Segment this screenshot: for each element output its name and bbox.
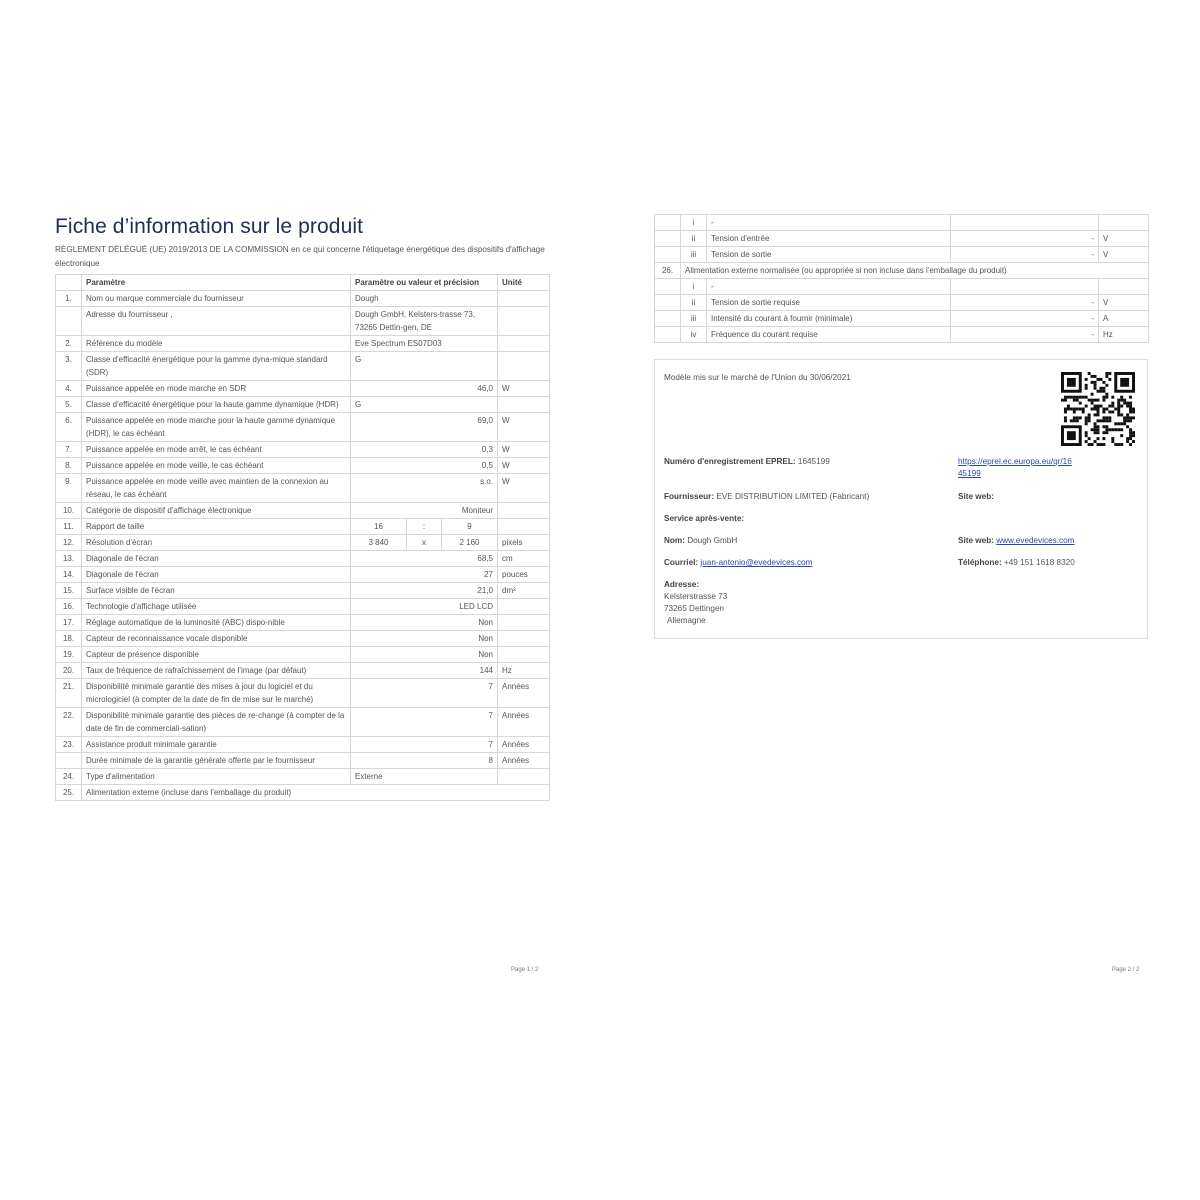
table-row: [655, 231, 1149, 247]
table-row: [56, 599, 550, 615]
row-parameter: Rapport de taille: [82, 519, 351, 535]
row-value: Non: [351, 631, 498, 647]
row-unit: W: [498, 413, 550, 442]
row-number: 7.: [56, 442, 82, 458]
row-number: 20.: [56, 663, 82, 679]
row-parameter: Alimentation externe normalisée (ou appropriée si non incluse dans l'emballage du produit): [681, 263, 1149, 279]
row-value: 68,5: [351, 551, 498, 567]
table-row: [56, 336, 550, 352]
address-line-1: Kelsterstrasse 73: [664, 592, 728, 601]
row-parameter: Tension de sortie: [707, 247, 951, 263]
row-index: ii: [681, 231, 707, 247]
row-value: 7: [351, 679, 498, 708]
row-parameter: Tension d'entrée: [707, 231, 951, 247]
page-1-footer: Page 1 / 2: [511, 967, 539, 973]
row-parameter: Intensité du courant à fournir (minimale): [707, 311, 951, 327]
table-header-row: [56, 275, 550, 291]
row-index: i: [681, 279, 707, 295]
row-parameter: Puissance appelée en mode veille, le cas échéant: [82, 458, 351, 474]
row-parameter: Résolution d'écran: [82, 535, 351, 551]
row-parameter: Puissance appelée en mode arrêt, le cas échéant: [82, 442, 351, 458]
row-unit: pixels: [498, 535, 550, 551]
row-parameter: Assistance produit minimale garantie: [82, 737, 351, 753]
row-unit: cm: [498, 551, 550, 567]
row-parameter: Classe d'efficacité énergétique pour la gamme dyna-mique standard (SDR): [82, 352, 351, 381]
row-unit: Années: [498, 737, 550, 753]
row-unit: W: [498, 458, 550, 474]
row-number: [655, 311, 681, 327]
table-row: [655, 247, 1149, 263]
row-number: 10.: [56, 503, 82, 519]
website-label-2: Site web:: [958, 536, 994, 545]
row-number: 18.: [56, 631, 82, 647]
row-value: 27: [351, 567, 498, 583]
email-row: [664, 557, 813, 569]
row-value: [951, 215, 1099, 231]
row-unit: W: [498, 474, 550, 503]
row-unit: A: [1099, 311, 1149, 327]
row-number: 17.: [56, 615, 82, 631]
value-part: 3 840: [351, 535, 407, 550]
service-label: [664, 513, 744, 525]
row-index: iv: [681, 327, 707, 343]
table-row: [56, 442, 550, 458]
row-number: 16.: [56, 599, 82, 615]
row-parameter: Nom ou marque commerciale du fournisseur: [82, 291, 351, 307]
table-row: [655, 279, 1149, 295]
table-row: [56, 753, 550, 769]
table-row: [56, 307, 550, 336]
row-parameter: Puissance appelée en mode marche pour la haute gamme dynamique (HDR), le cas échéant: [82, 413, 351, 442]
address-line-2: 73265 Dettingen: [664, 604, 725, 613]
table-row: [655, 327, 1149, 343]
row-number: 4.: [56, 381, 82, 397]
website-row-2: [958, 535, 1075, 547]
row-number: 22.: [56, 708, 82, 737]
row-value: Externe: [351, 769, 498, 785]
eprel-link-line-2[interactable]: 45199: [958, 469, 981, 478]
row-value: 69,0: [351, 413, 498, 442]
row-value: 0,5: [351, 458, 498, 474]
table-row: [56, 708, 550, 737]
row-parameter: Adresse du fournisseur ,: [82, 307, 351, 336]
row-value: 21,0: [351, 583, 498, 599]
row-value: Eve Spectrum ES07D03: [351, 336, 498, 352]
row-number: 5.: [56, 397, 82, 413]
value-part: 16: [351, 519, 407, 534]
row-parameter: Diagonale de l'écran: [82, 551, 351, 567]
row-parameter: Capteur de reconnaissance vocale disponible: [82, 631, 351, 647]
row-number: 19.: [56, 647, 82, 663]
row-unit: V: [1099, 247, 1149, 263]
name-label: Nom:: [664, 536, 685, 545]
row-number: 24.: [56, 769, 82, 785]
row-value: -: [951, 231, 1099, 247]
row-value: 7: [351, 708, 498, 737]
row-value: [351, 519, 498, 535]
row-unit: V: [1099, 231, 1149, 247]
row-unit: [498, 397, 550, 413]
row-value: -: [951, 327, 1099, 343]
row-value: 7: [351, 737, 498, 753]
row-parameter: Disponibilité minimale garantie des mises à jour du logiciel et du micrologiciel (à compter de la date de fin de mise sur le marché): [82, 679, 351, 708]
row-unit: Années: [498, 708, 550, 737]
power-supply-table: [654, 214, 1149, 343]
row-value: 0,3: [351, 442, 498, 458]
row-number: [655, 295, 681, 311]
row-number: 6.: [56, 413, 82, 442]
value-part: 9: [467, 522, 472, 531]
row-value: Moniteur: [351, 503, 498, 519]
phone-label: Téléphone:: [958, 558, 1002, 567]
table-row: [56, 737, 550, 753]
row-value: Dough GmbH, Kelsters-trasse 73, 73265 Dettin-gen, DE: [351, 307, 498, 336]
row-parameter: Type d'alimentation: [82, 769, 351, 785]
row-unit: [498, 615, 550, 631]
row-index: iii: [681, 311, 707, 327]
row-unit: Années: [498, 679, 550, 708]
row-number: 9.: [56, 474, 82, 503]
value-part: 2 160: [459, 538, 480, 547]
row-number: 14.: [56, 567, 82, 583]
eprel-link-line-1[interactable]: https://eprel.ec.europa.eu/qr/16: [958, 457, 1072, 466]
row-parameter: Catégorie de dispositif d'affichage électronique: [82, 503, 351, 519]
row-parameter: Durée minimale de la garantie générale offerte par le fournisseur: [82, 753, 351, 769]
address-line-3: Allemagne: [667, 616, 706, 625]
eprel-label: Numéro d'enregistrement EPREL:: [664, 457, 796, 466]
row-unit: W: [498, 381, 550, 397]
name-row: [664, 535, 737, 547]
header-number: [56, 275, 82, 291]
market-date: Modèle mis sur le marché de l'Union du 30/06/2021: [664, 373, 851, 382]
row-parameter: -: [707, 215, 951, 231]
row-number: [655, 247, 681, 263]
row-index: ii: [681, 295, 707, 311]
row-parameter: Alimentation externe (incluse dans l'emballage du produit): [82, 785, 550, 801]
table-row: [56, 352, 550, 381]
row-number: 13.: [56, 551, 82, 567]
address-block: [664, 579, 727, 627]
table-row: [56, 397, 550, 413]
phone-row: [958, 557, 1075, 569]
row-unit: [1099, 215, 1149, 231]
table-row: [56, 647, 550, 663]
table-row: [56, 535, 550, 551]
row-number: [56, 307, 82, 336]
website-link[interactable]: www.evedevices.com: [996, 536, 1075, 545]
service-label-text: Service après-vente:: [664, 514, 745, 523]
row-unit: [498, 336, 550, 352]
row-value: G: [351, 397, 498, 413]
page-2-footer: Page 2 / 2: [1112, 967, 1140, 973]
address-label: Adresse:: [664, 580, 700, 589]
row-unit: Années: [498, 753, 550, 769]
row-parameter: Diagonale de l'écran: [82, 567, 351, 583]
table-row: [56, 551, 550, 567]
row-value: 8: [351, 753, 498, 769]
supplier-label: Fournisseur:: [664, 492, 715, 501]
row-number: 8.: [56, 458, 82, 474]
row-unit: [498, 631, 550, 647]
row-value: [351, 535, 498, 551]
table-row: [56, 567, 550, 583]
row-value: 46,0: [351, 381, 498, 397]
table-row: [56, 381, 550, 397]
row-parameter: Réglage automatique de la luminosité (ABC) dispo-nible: [82, 615, 351, 631]
row-number: [655, 327, 681, 343]
eprel-value: 1645199: [797, 457, 830, 466]
email-link[interactable]: juan-antonio@evedevices.com: [700, 558, 813, 567]
row-unit: pouces: [498, 567, 550, 583]
table-row: [56, 474, 550, 503]
row-parameter: -: [707, 279, 951, 295]
row-value: G: [351, 352, 498, 381]
row-parameter: Tension de sortie requise: [707, 295, 951, 311]
row-value: Dough: [351, 291, 498, 307]
row-parameter: Puissance appelée en mode veille avec maintien de la connexion au réseau, le cas échéant: [82, 474, 351, 503]
table-row: [655, 263, 1149, 279]
email-label: Courriel:: [664, 558, 699, 567]
row-parameter: Disponibilité minimale garantie des pièces de re-change (à compter de la date de fin de commerciali-sation): [82, 708, 351, 737]
row-number: 3.: [56, 352, 82, 381]
table-row: [56, 663, 550, 679]
row-number: 12.: [56, 535, 82, 551]
row-value: [951, 279, 1099, 295]
row-unit: Hz: [1099, 327, 1149, 343]
row-number: 2.: [56, 336, 82, 352]
website-row-1: [958, 491, 994, 503]
row-parameter: Référence du modèle: [82, 336, 351, 352]
row-number: [655, 231, 681, 247]
table-row: [655, 215, 1149, 231]
product-info-page-1: [55, 212, 549, 801]
row-number: 15.: [56, 583, 82, 599]
row-unit: [1099, 279, 1149, 295]
table-row: [56, 631, 550, 647]
header-value: Paramètre ou valeur et précision: [351, 275, 498, 291]
row-unit: [498, 599, 550, 615]
table-row: [56, 503, 550, 519]
row-number: 11.: [56, 519, 82, 535]
parameters-table: [55, 274, 550, 801]
row-parameter: Fréquence du courant requise: [707, 327, 951, 343]
row-value: -: [951, 247, 1099, 263]
table-row: [56, 769, 550, 785]
eprel-row: [664, 456, 830, 468]
row-unit: dm²: [498, 583, 550, 599]
row-number: [56, 753, 82, 769]
row-number: 1.: [56, 291, 82, 307]
table-row: [56, 413, 550, 442]
row-value: -: [951, 295, 1099, 311]
row-number: [655, 279, 681, 295]
row-value: LED LCD: [351, 599, 498, 615]
row-parameter: Puissance appelée en mode marche en SDR: [82, 381, 351, 397]
row-parameter: Capteur de présence disponible: [82, 647, 351, 663]
name-value: Dough GmbH: [687, 536, 738, 545]
website-label-1: Site web:: [958, 492, 994, 501]
table-row: [56, 583, 550, 599]
header-parameter: Paramètre: [82, 275, 351, 291]
row-parameter: Taux de fréquence de rafraîchissement de l'image (par défaut): [82, 663, 351, 679]
row-value: Non: [351, 647, 498, 663]
supplier-row: [664, 491, 869, 503]
row-value: -: [951, 311, 1099, 327]
row-number: 26.: [655, 263, 681, 279]
row-number: 21.: [56, 679, 82, 708]
header-unit: Unité: [498, 275, 550, 291]
table-row: [56, 519, 550, 535]
eprel-link[interactable]: [958, 456, 1072, 480]
value-part: x: [407, 535, 442, 550]
row-index: i: [681, 215, 707, 231]
table-row: [56, 615, 550, 631]
row-value: 144: [351, 663, 498, 679]
row-unit: [498, 352, 550, 381]
table-row: [56, 291, 550, 307]
row-parameter: Technologie d'affichage utilisée: [82, 599, 351, 615]
value-part: :: [407, 519, 442, 534]
table-row: [56, 785, 550, 801]
row-number: 25.: [56, 785, 82, 801]
table-row: [56, 679, 550, 708]
row-number: [655, 215, 681, 231]
table-row: [56, 458, 550, 474]
row-unit: W: [498, 442, 550, 458]
row-unit: [498, 769, 550, 785]
supplier-value: EVE DISTRIBUTION LIMITED (Fabricant): [716, 492, 870, 501]
row-unit: [498, 503, 550, 519]
product-info-page-2-table: [654, 214, 1148, 343]
row-unit: [498, 519, 550, 535]
table-row: [655, 295, 1149, 311]
qr-code-icon[interactable]: [1061, 372, 1135, 446]
page-title: Fiche d’information sur le produit: [55, 215, 364, 238]
row-unit: [498, 647, 550, 663]
row-parameter: Classe d'efficacité énergétique pour la haute gamme dynamique (HDR): [82, 397, 351, 413]
phone-value: +49 151 1618 8320: [1003, 558, 1075, 567]
row-index: iii: [681, 247, 707, 263]
row-unit: [498, 307, 550, 336]
table-row: [655, 311, 1149, 327]
row-number: 23.: [56, 737, 82, 753]
row-parameter: Surface visible de l'écran: [82, 583, 351, 599]
row-unit: V: [1099, 295, 1149, 311]
regulation-text: RÈGLEMENT DÉLÉGUÉ (UE) 2019/2013 DE LA COMMISSION en ce qui concerne l'étiquetage énergétique des dispositifs d'affichage électronique: [55, 245, 545, 268]
row-value: s.o.: [351, 474, 498, 503]
row-unit: Hz: [498, 663, 550, 679]
row-unit: [498, 291, 550, 307]
row-value: Non: [351, 615, 498, 631]
registration-info-box: [654, 359, 1148, 639]
